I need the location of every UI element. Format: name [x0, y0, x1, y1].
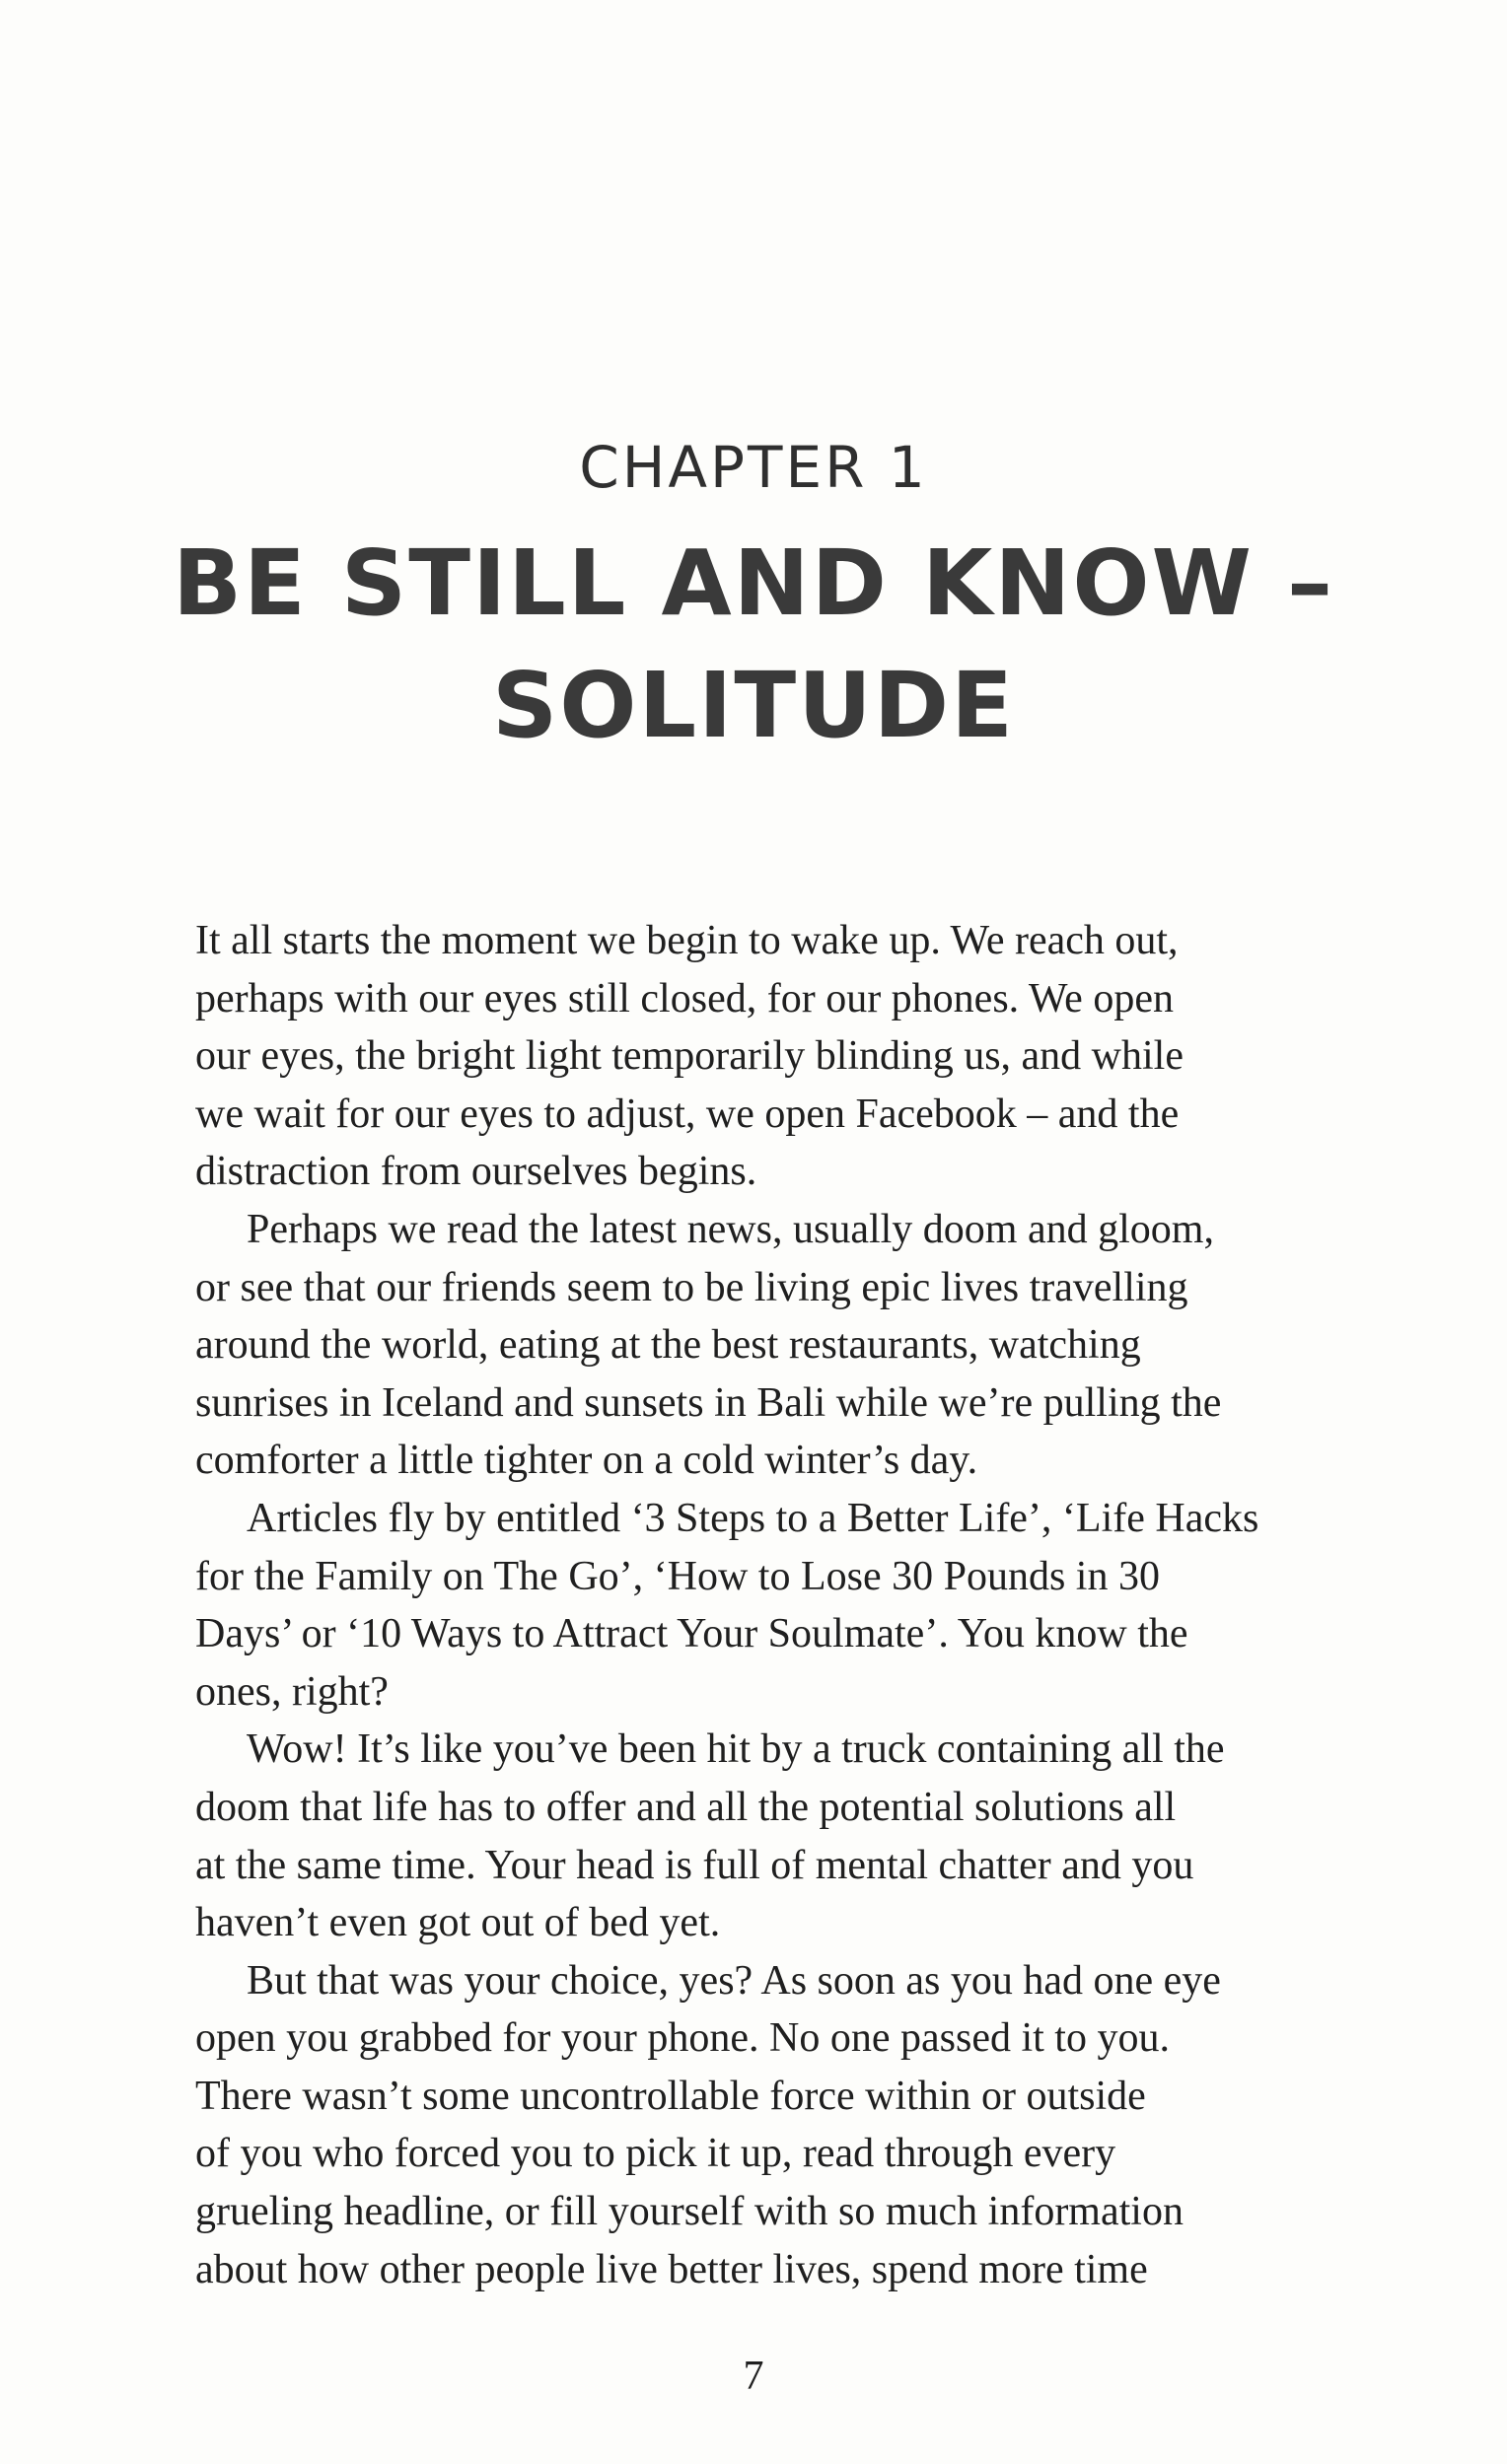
chapter-label: CHAPTER 1: [579, 434, 928, 501]
body-line: about how other people live better lives, spend more time: [195, 2246, 1148, 2292]
body-line: It all starts the moment we begin to wake up. We reach out,: [195, 918, 1179, 963]
body-line: our eyes, the bright light temporarily blinding us, and while: [195, 1033, 1184, 1080]
body-line: ones, right?: [195, 1668, 389, 1715]
chapter-title-line: SOLITUDE: [492, 653, 1015, 758]
body-line: of you who forced you to pick it up, read through every: [195, 2131, 1116, 2177]
body-line: But that was your choice, yes? As soon as you had one eye: [247, 1957, 1221, 2004]
body-text: [195, 912, 1329, 2298]
body-line: There wasn’t some uncontrollable force within or outside: [195, 2073, 1146, 2119]
page-number: 7: [743, 2354, 764, 2399]
body-line: distraction from ourselves begins.: [195, 1149, 757, 1195]
body-line: around the world, eating at the best restaurants, watching: [195, 1322, 1141, 1369]
body-line: Days’ or ‘10 Ways to Attract Your Soulmate’. You know the: [195, 1611, 1188, 1657]
body-line: doom that life has to offer and all the potential solutions all: [195, 1784, 1177, 1830]
chapter-title-line: BE STILL AND KNOW –: [172, 530, 1335, 636]
body-line: grueling headline, or fill yourself with so much information: [195, 2189, 1184, 2235]
body-line: comforter a little tighter on a cold winter’s day.: [195, 1438, 978, 1484]
body-line: sunrises in Iceland and sunsets in Bali while we’re pulling the: [195, 1379, 1222, 1426]
body-line: Wow! It’s like you’ve been hit by a truck containing all the: [247, 1726, 1225, 1773]
body-line: we wait for our eyes to adjust, we open Facebook – and the: [195, 1091, 1180, 1137]
body-line: haven’t even got out of bed yet.: [195, 1900, 721, 1946]
body-line: Perhaps we read the latest news, usually doom and gloom,: [247, 1206, 1214, 1252]
body-line: Articles fly by entitled ‘3 Steps to a Better Life’, ‘Life Hacks: [247, 1495, 1259, 1541]
body-line: open you grabbed for your phone. No one passed it to you.: [195, 2015, 1170, 2062]
body-line: at the same time. Your head is full of mental chatter and you: [195, 1842, 1194, 1888]
chapter-title: [0, 523, 1507, 767]
body-line: or see that our friends seem to be living epic lives travelling: [195, 1264, 1188, 1310]
body-line: perhaps with our eyes still closed, for our phones. We open: [195, 975, 1174, 1021]
body-line: for the Family on The Go’, ‘How to Lose 30 Pounds in 30: [195, 1553, 1160, 1599]
